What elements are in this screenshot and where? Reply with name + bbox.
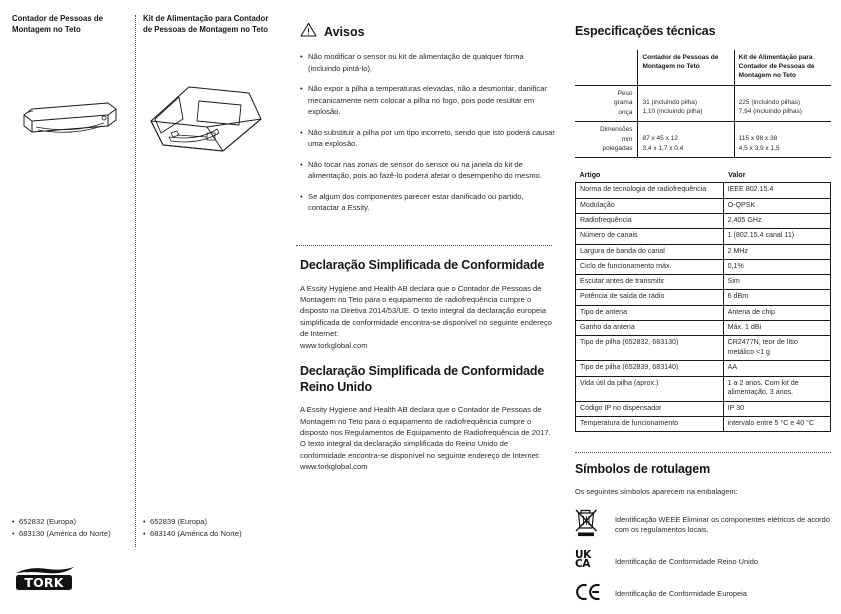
warnings-heading: Avisos — [324, 25, 365, 39]
cell-line: 7,94 (incluindo pilhas) — [738, 108, 802, 116]
table-row — [575, 122, 831, 158]
spec-value: O-QPSK — [723, 198, 830, 213]
code-item: • 652839 (Europa) — [143, 516, 278, 528]
empty-corner — [575, 50, 638, 86]
technical-specifications-section — [575, 24, 831, 432]
column-header-value: Valor — [728, 171, 746, 180]
spec-item: Ganho da antena — [576, 320, 724, 335]
table-row — [575, 85, 831, 121]
table-row — [576, 336, 831, 361]
table-row — [576, 183, 831, 198]
cell-kit-dimensions — [734, 122, 831, 158]
vertical-divider — [135, 15, 136, 547]
spec-value: 1 (802.15.4 canal 11) — [723, 229, 830, 244]
warning-item: • Não modificar o sensor ou kit de alimentação de qualquer forma (incluindo pintá-lo). — [300, 51, 555, 74]
spec-value: intervalo entre 5 °C e 40 °C — [723, 416, 830, 431]
table-row — [576, 290, 831, 305]
declaration-body: A Essity Hygiene and Health AB declara que o Contador de Pessoas de Montagem no Teto para o equipamento de radiofrequência cumpre o disposto nos Regulamentos de Equipamento de Radiofrequência de 2017. O texto integral da declaração simplificada do Reino Unido de conformidade encontra-se disponível no seguinte endereço de Internet: — [300, 405, 551, 460]
spec-item: Vida útil da pilha (aprox.) — [576, 376, 724, 401]
tork-logo — [14, 566, 76, 597]
spec-value: Antena de chip — [723, 305, 830, 320]
row-label-dimensions — [575, 122, 638, 158]
label-unit: grama — [614, 99, 633, 107]
declaration-url: www.torkglobal.com — [300, 462, 368, 472]
column-header-item: Artigo — [579, 171, 601, 180]
product-title-sensor: Contador de Pessoas de Montagem no Teto — [12, 14, 103, 34]
table-row — [576, 320, 831, 335]
code-item: • 683140 (América do Norte) — [143, 528, 278, 540]
cell-line: 3,4 x 1,7 x 0,4 — [642, 144, 684, 152]
power-kit-illustration — [143, 75, 271, 172]
label-main: Dimensões — [599, 126, 633, 134]
spec-value: 1 a 2 anos. Com kit de alimentação, 3 anos. — [723, 376, 830, 401]
table-header-row — [576, 170, 831, 183]
symbol-row-ukca — [575, 548, 835, 571]
table-row — [576, 244, 831, 259]
table-row — [576, 305, 831, 320]
warning-item: • Não expor a pilha a temperaturas elevadas, não a desmontar, danificar mecanicamente nem colocar a pilha no fogo, pois pode resultar em explosão. — [300, 83, 555, 118]
table-row — [576, 401, 831, 416]
cell-sensor-dimensions — [638, 122, 734, 158]
symbol-row-weee — [575, 508, 835, 538]
ukca-mark-icon — [575, 548, 615, 571]
weee-crossed-out-wheelie-bin-icon — [575, 508, 615, 538]
spec-value: 0,1% — [723, 259, 830, 274]
column-header-kit: Kit de Alimentação para Contador de Pessoas de Montagem no Teto — [738, 53, 815, 80]
table-row — [576, 259, 831, 274]
declaration-heading: Declaração Simplificada de Conformidade Reino Unido — [300, 363, 545, 394]
spec-item: Largura de banda do canal — [576, 244, 724, 259]
spec-value: CR2477N, teor de lítio metálico <1 g — [723, 336, 830, 361]
ceiling-mounted-people-counter-illustration — [12, 87, 130, 172]
cell-kit-weight — [734, 85, 831, 121]
table-row — [576, 198, 831, 213]
product-column-kit — [143, 14, 271, 172]
table-row — [576, 416, 831, 431]
labelling-symbols-section — [575, 462, 835, 614]
cell-sensor-weight — [638, 85, 734, 121]
warning-item: • Não substituir a pilha por um tipo incorreto, sendo que isto poderá causar uma explosão. — [300, 127, 555, 150]
code-item: • 652832 (Europa) — [12, 516, 130, 528]
spec-value: Sim — [723, 275, 830, 290]
specs-heading: Especificações técnicas — [575, 24, 716, 38]
cell-line: 225 (incluindo pilhas) — [738, 98, 801, 106]
table-row — [576, 229, 831, 244]
cell-line: 87 x 45 x 12 — [642, 135, 678, 143]
symbols-heading: Símbolos de rotulagem — [575, 462, 711, 476]
symbol-description: Identificação WEEE Eliminar os componentes elétricos de acordo com os regulamentos locais. — [615, 514, 830, 535]
spec-item: Código IP no dispensador — [576, 401, 724, 416]
warnings-list — [300, 51, 555, 214]
specifications-detail-table — [575, 170, 831, 432]
declarations-section — [300, 258, 555, 486]
product-codes-kit — [143, 516, 278, 540]
declaration-eu — [300, 258, 555, 351]
spec-value: IP 30 — [723, 401, 830, 416]
code-item: • 683130 (América do Norte) — [12, 528, 130, 540]
declaration-url: www.torkglobal.com — [300, 340, 368, 350]
spec-item: Número de canais — [576, 229, 724, 244]
cell-line: 1,10 (incluindo pilha) — [642, 108, 703, 116]
tork-logo-text: TORK — [24, 575, 64, 590]
product-column-sensor — [12, 14, 130, 172]
spec-item: Tipo de pilha (652832, 683130) — [576, 336, 724, 361]
spec-item: Escutar antes de transmitir — [576, 275, 724, 290]
warning-item: • Se algum dos componentes parecer estar danificado ou partido, contactar a Essity. — [300, 191, 555, 214]
row-label-weight — [575, 85, 638, 121]
spec-value: 6 dBm — [723, 290, 830, 305]
spec-item: Tipo de pilha (652839, 683140) — [576, 361, 724, 376]
spec-item: Modulação — [576, 198, 724, 213]
table-row — [576, 376, 831, 401]
symbol-description: Identificação de Conformidade Europeia — [615, 589, 747, 599]
warnings-header — [300, 22, 555, 42]
ce-mark-icon — [575, 583, 615, 601]
table-row — [576, 275, 831, 290]
spec-item: Radiofrequência — [576, 213, 724, 228]
column-header-sensor: Contador de Pessoas de Montagem no Teto — [638, 50, 734, 86]
table-row — [576, 213, 831, 228]
warning-item: • Não tocar nas zonas de sensor do sensor ou na janela do kit de alimentação, pois ao fazê-lo poderá afetar o desempenho do mesmo. — [300, 159, 555, 182]
specs-divider — [575, 452, 831, 453]
cell-line: 115 x 98 x 38 — [738, 135, 778, 143]
label-unit: onça — [618, 108, 633, 116]
symbol-row-ce — [575, 583, 835, 601]
warnings-divider — [296, 245, 552, 246]
spec-item: Potência de saída de rádio — [576, 290, 724, 305]
warnings-section — [300, 22, 555, 223]
symbol-description: Identificação de Conformidade Reino Unido — [615, 556, 758, 566]
spec-value: AA — [723, 361, 830, 376]
spec-value: IEEE 802.15.4 — [723, 183, 830, 198]
table-header-row — [575, 50, 831, 86]
spec-item: Ciclo de funcionamento máx. — [576, 259, 724, 274]
product-codes-sensor — [12, 516, 130, 540]
spec-item: Norma de tecnologia de radiofrequência — [576, 183, 724, 198]
symbols-intro: Os seguintes símbolos aparecem na embalagem: — [575, 486, 738, 496]
product-comparison-table — [575, 50, 831, 159]
label-unit: mm — [621, 135, 633, 143]
spec-item: Tipo de antena — [576, 305, 724, 320]
declaration-heading: Declaração Simplificada de Conformidade — [300, 258, 545, 272]
spec-item: Temperatura de funcionamento — [576, 416, 724, 431]
table-row — [576, 361, 831, 376]
warning-triangle-icon — [300, 22, 317, 42]
ukca-mark-text: UK CA — [575, 548, 591, 571]
label-main: Peso — [617, 89, 633, 97]
cell-line: 4,5 x 3,9 x 1,5 — [738, 144, 780, 152]
declaration-body: A Essity Hygiene and Health AB declara que o Contador de Pessoas de Montagem no Teto para o equipamento de radiofrequência cumpre o disposto na Diretiva 2014/53/UE. O texto integral da declaração europeia simplificada de conformidade encontra-se disponível no seguinte endereço de Internet: — [300, 283, 553, 339]
cell-line: 31 (incluindo pilha) — [642, 98, 698, 106]
spec-value: 2 MHz — [723, 244, 830, 259]
spec-value: 2,405 GHz — [723, 213, 830, 228]
declaration-uk — [300, 364, 555, 473]
label-unit: polegadas — [602, 145, 633, 152]
spec-value: Máx. 1 dBi — [723, 320, 830, 335]
product-title-kit: Kit de Alimentação para Contador de Pessoas de Montagem no Teto — [143, 14, 269, 34]
